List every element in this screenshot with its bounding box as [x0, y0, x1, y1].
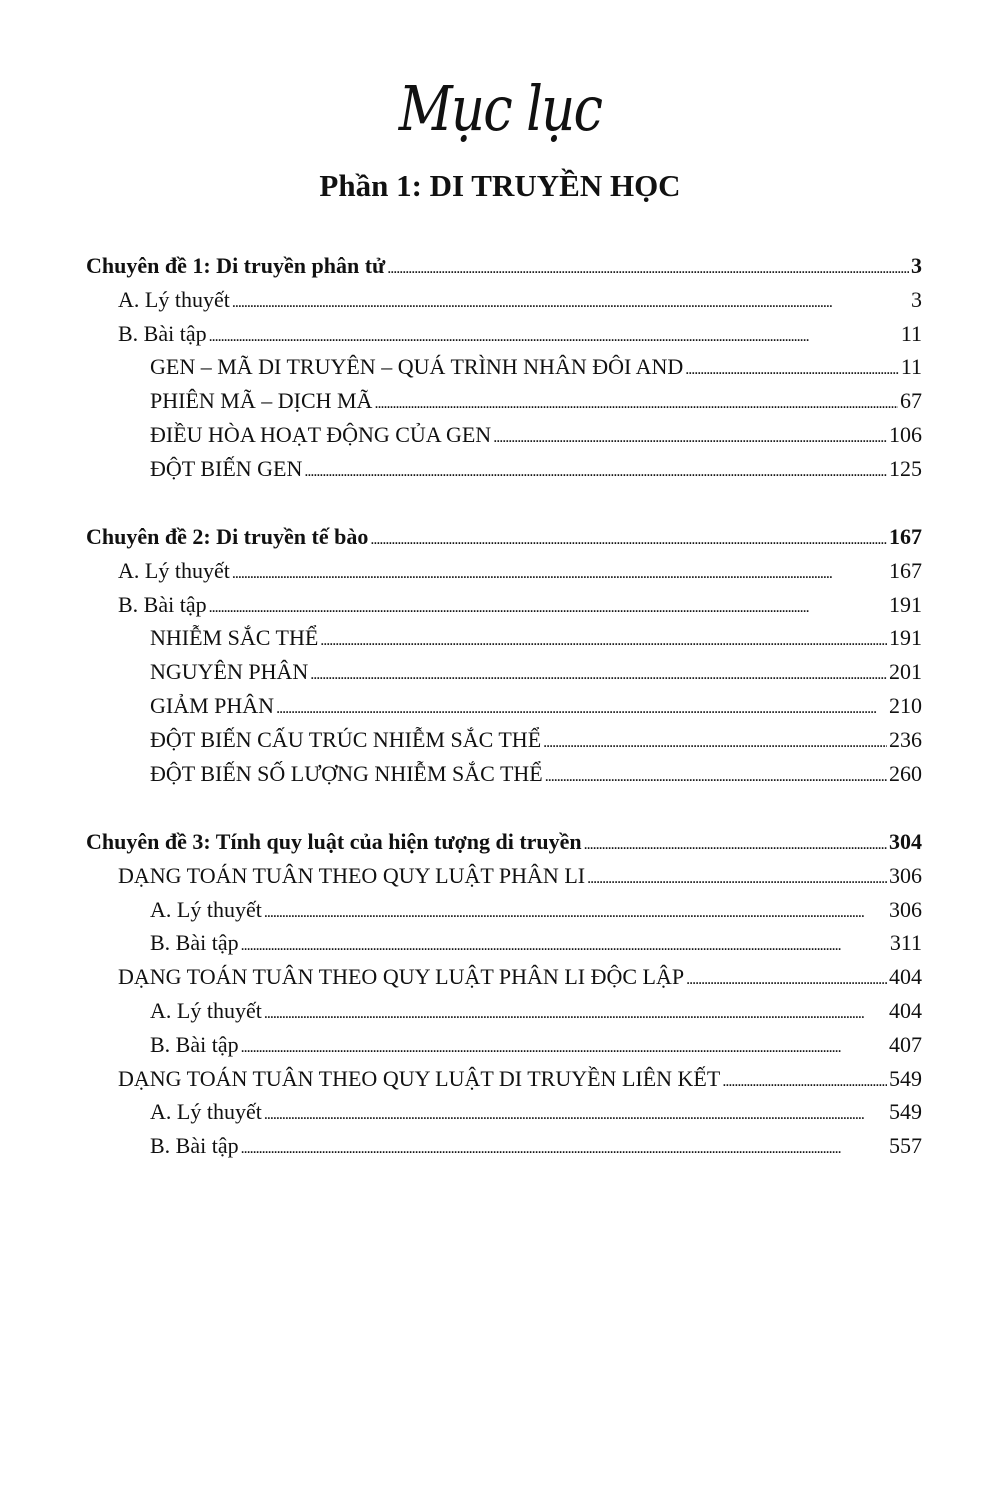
toc-entry-label: DẠNG TOÁN TUÂN THEO QUY LUẬT DI TRUYỀN LIÊN KẾT [118, 1065, 721, 1091]
toc-entry-page: 191 [889, 591, 922, 617]
toc-entry-page: 407 [889, 1031, 922, 1057]
toc-entry-page: 191 [889, 625, 922, 651]
toc-entry [86, 588, 922, 622]
dot-leader [241, 926, 888, 963]
dot-leader [493, 418, 887, 455]
toc-entry-page: 404 [889, 964, 922, 990]
toc-entry-label: Chuyên đề 2: Di truyền tế bào [86, 524, 369, 549]
toc-entry-label: ĐỘT BIẾN SỐ LƯỢNG NHIỄM SẮC THỂ [150, 760, 543, 786]
toc-section-3 [86, 825, 922, 1163]
toc-entry-label: GEN – MÃ DI TRUYÊN – QUÁ TRÌNH NHÂN ĐÔI AND [150, 354, 684, 380]
toc-title: Mục lục [398, 72, 602, 145]
toc-entry-label: NGUYÊN PHÂN [150, 659, 309, 685]
dot-leader [310, 655, 887, 692]
dot-leader [241, 1028, 887, 1065]
toc-chapter-entry [86, 825, 922, 859]
toc-entry-label: B. Bài tập [150, 930, 239, 956]
dot-leader [545, 757, 887, 794]
toc-section-2 [86, 520, 922, 790]
dot-leader [587, 859, 887, 896]
toc-entry-label: ĐIỀU HÒA HOẠT ĐỘNG CỦA GEN [150, 421, 492, 447]
toc-entry-page: 306 [889, 862, 922, 888]
toc-entry-label: Chuyên đề 3: Tính quy luật của hiện tượng di truyền [86, 829, 582, 854]
toc-entry [86, 960, 922, 994]
dot-leader [370, 520, 887, 557]
dot-leader [232, 554, 887, 591]
toc-entry [86, 689, 922, 723]
toc-entry-page: 549 [889, 1065, 922, 1091]
dot-leader [584, 825, 887, 862]
toc-entry-page: 236 [889, 726, 922, 752]
toc-entry-page: 201 [889, 659, 922, 685]
toc-entry [86, 452, 922, 486]
toc-entry-label: A. Lý thuyết [150, 896, 262, 922]
toc-entry-page: 210 [889, 692, 922, 718]
toc-entry-page: 167 [889, 524, 922, 549]
toc-entry [86, 554, 922, 588]
toc-entry-label: ĐỘT BIẾN GEN [150, 455, 303, 481]
toc-entry-page: 3 [911, 253, 922, 278]
toc-entry-label: B. Bài tập [118, 591, 207, 617]
toc-entry-page: 167 [889, 557, 922, 583]
toc-entry [86, 994, 922, 1028]
toc-entry [86, 1129, 922, 1163]
toc-entry-page: 67 [900, 388, 922, 414]
toc-entry-page: 404 [889, 997, 922, 1023]
toc-entry [86, 893, 922, 927]
toc-entry-label: GIẢM PHÂN [150, 692, 275, 718]
part-heading: Phần 1: DI TRUYỀN HỌC [319, 168, 681, 203]
toc-section-1 [86, 249, 922, 486]
dot-leader [387, 249, 909, 286]
toc-entry-label: Chuyên đề 1: Di truyền phân tử [86, 253, 386, 278]
toc-entry-label: PHIÊN MÃ – DỊCH MÃ [150, 388, 373, 414]
dot-leader [264, 1095, 887, 1132]
toc-entry-page: 11 [900, 320, 922, 346]
toc-entry [86, 350, 922, 384]
dot-leader [685, 350, 899, 387]
dot-leader [304, 452, 887, 489]
toc-entry-page: 557 [889, 1133, 922, 1159]
toc-entry [86, 1028, 922, 1062]
toc-entry [86, 1062, 922, 1096]
toc-entry [86, 723, 922, 757]
toc-entry-label: DẠNG TOÁN TUÂN THEO QUY LUẬT PHÂN LI [118, 862, 586, 888]
dot-leader [264, 893, 887, 930]
toc-entry-page: 260 [889, 760, 922, 786]
toc-entry [86, 926, 922, 960]
dot-leader [543, 723, 887, 760]
toc-entry-page: 3 [911, 286, 922, 312]
toc-entry-label: NHIỄM SẮC THỂ [150, 625, 319, 651]
toc-entry [86, 317, 922, 351]
toc-entry-page: 304 [889, 829, 922, 854]
toc-chapter-entry [86, 249, 922, 283]
toc-entry-page: 125 [889, 455, 922, 481]
toc-entry [86, 621, 922, 655]
toc-entry-label: ĐỘT BIẾN CẤU TRÚC NHIỄM SẮC THỂ [150, 726, 542, 752]
toc-entry-page: 11 [900, 354, 922, 380]
toc-entry [86, 859, 922, 893]
toc-entry-page: 306 [889, 896, 922, 922]
toc-entry [86, 283, 922, 317]
toc-entry-label: A. Lý thuyết [150, 1099, 262, 1125]
dot-leader [264, 994, 887, 1031]
toc-entry-page: 106 [889, 421, 922, 447]
dot-leader [232, 283, 909, 320]
toc-entry-label: A. Lý thuyết [118, 557, 230, 583]
toc-entry-label: A. Lý thuyết [150, 997, 262, 1023]
toc-entry-label: A. Lý thuyết [118, 286, 230, 312]
dot-leader [209, 317, 899, 354]
dot-leader [241, 1129, 887, 1166]
toc-chapter-entry [86, 520, 922, 554]
dot-leader [276, 689, 887, 726]
toc-entry [86, 1095, 922, 1129]
toc-entry [86, 384, 922, 418]
toc-entry-label: B. Bài tập [150, 1133, 239, 1159]
dot-leader [209, 588, 887, 625]
toc-entry [86, 418, 922, 452]
toc-entry-label: B. Bài tập [150, 1031, 239, 1057]
toc-entry-label: DẠNG TOÁN TUÂN THEO QUY LUẬT PHÂN LI ĐỘC LẬP [118, 964, 685, 990]
toc-entry-page: 549 [889, 1099, 922, 1125]
toc-entry [86, 757, 922, 791]
toc-entry [86, 655, 922, 689]
dot-leader [686, 960, 887, 997]
dot-leader [320, 621, 887, 658]
dot-leader [374, 384, 898, 421]
toc-entry-label: B. Bài tập [118, 320, 207, 346]
dot-leader [722, 1062, 887, 1099]
toc-entry-page: 311 [889, 930, 922, 956]
